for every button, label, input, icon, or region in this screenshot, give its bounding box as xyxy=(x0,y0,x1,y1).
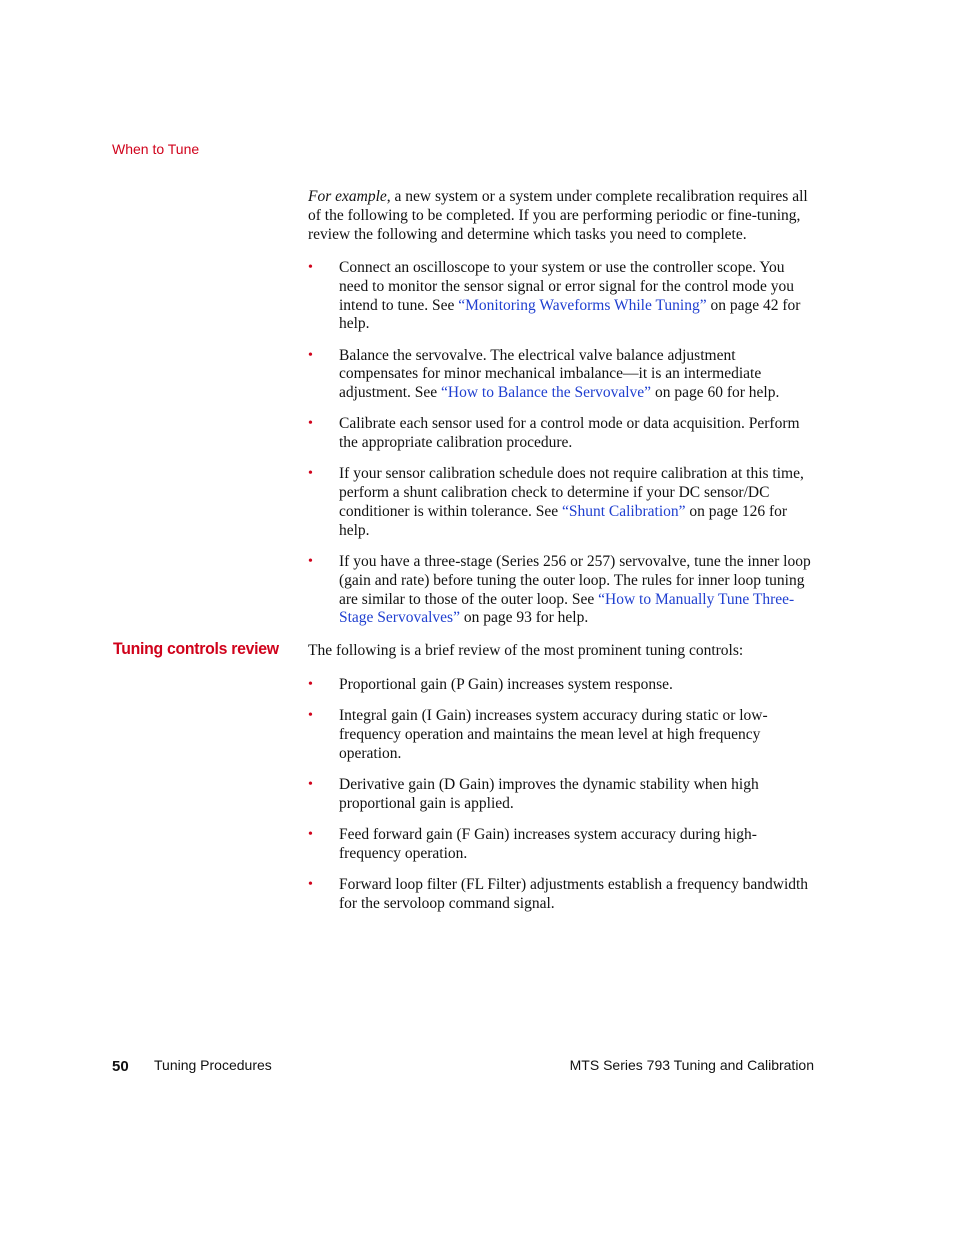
item-text: Connect an oscilloscope to your system or use the controller scope. You need to monitor the sensor signal or error signal for the control mode you intend to tune. See xyxy=(339,259,794,314)
item-text: Forward loop filter (FL Filter) adjustments establish a frequency bandwidth for the servoloop command signal. xyxy=(339,875,809,912)
list-item xyxy=(308,776,814,814)
link-monitoring-waveforms[interactable]: “Monitoring Waveforms While Tuning” xyxy=(458,296,707,314)
footer-book-title: MTS Series 793 Tuning and Calibration xyxy=(569,1057,814,1073)
list-item xyxy=(308,259,814,334)
item-text: Feed forward gain (F Gain) increases system accuracy during high-frequency operation. xyxy=(339,825,757,862)
item-text-after: on page 42 for help. xyxy=(339,296,801,333)
item-text-after: on page 60 for help. xyxy=(651,384,780,402)
link-shunt-calibration[interactable]: “Shunt Calibration” xyxy=(561,502,686,520)
list-item xyxy=(308,707,814,763)
bullet-icon: • xyxy=(308,677,313,692)
item-text: If your sensor calibration schedule does not require calibration at this time, perform a shunt calibration check to determine if your DC sensor/DC conditioner is within tolerance. See xyxy=(339,465,804,520)
bullet-icon: • xyxy=(308,876,313,892)
bullet-icon: • xyxy=(308,776,313,792)
list-item xyxy=(308,465,814,540)
item-text: Calibrate each sensor used for a control mode or data acquisition. Perform the appropriate calibration procedure. xyxy=(339,415,800,452)
bullet-icon: • xyxy=(308,466,313,482)
running-head: When to Tune xyxy=(112,141,200,157)
intro-paragraph xyxy=(308,188,814,244)
page-number: 50 xyxy=(112,1058,129,1075)
list-item xyxy=(308,415,814,453)
item-text-after: on page 126 for help. xyxy=(339,502,788,539)
bullet-icon: • xyxy=(308,260,313,275)
footer-chapter: Tuning Procedures xyxy=(154,1057,272,1073)
item-text: Balance the servovalve. The electrical valve balance adjustment compensates for minor mechanical imbalance—it is an intermediate adjustment. See xyxy=(339,346,762,402)
bullet-icon: • xyxy=(308,347,313,363)
list-item xyxy=(308,676,814,695)
list-item xyxy=(308,553,814,628)
item-text: If you have a three-stage (Series 256 or 257) servovalve, tune the inner loop (gain and rate) before tuning the outer loop. The rules for inner loop tuning are similar to those of the outer loop. See xyxy=(339,552,811,608)
bullet-icon: • xyxy=(308,708,313,724)
item-text: Proportional gain (P Gain) increases system response. xyxy=(339,676,673,693)
item-text-after: on page 93 for help. xyxy=(459,609,589,627)
bullet-icon: • xyxy=(308,553,313,569)
section-intro: The following is a brief review of the most prominent tuning controls: xyxy=(308,642,744,659)
controls-list xyxy=(308,676,814,926)
task-list xyxy=(308,259,814,641)
list-item xyxy=(308,347,814,403)
list-item xyxy=(308,876,814,914)
intro-emphasis: For example xyxy=(308,188,387,205)
bullet-icon: • xyxy=(308,826,313,842)
link-three-stage-servovalves[interactable]: “How to Manually Tune Three-Stage Servovalves” xyxy=(339,590,795,627)
intro-text: , a new system or a system under complete recalibration requires all of the following to be completed. If you are performing periodic or fine-tuning, review the following and determine which tasks you need to complete. xyxy=(308,188,808,243)
list-item xyxy=(308,826,814,864)
item-text: Derivative gain (D Gain) improves the dynamic stability when high proportional gain is applied. xyxy=(339,775,759,812)
section-heading: Tuning controls review xyxy=(113,639,279,658)
link-balance-servovalve[interactable]: “How to Balance the Servovalve” xyxy=(441,384,652,402)
bullet-icon: • xyxy=(308,416,313,432)
item-text: Integral gain (I Gain) increases system accuracy during static or low-frequency operation and maintains the mean level at high frequency operation. xyxy=(339,707,768,762)
